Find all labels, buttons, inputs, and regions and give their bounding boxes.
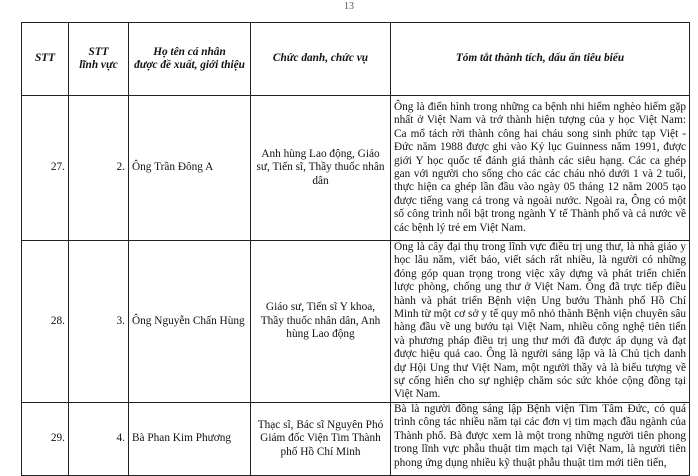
row-stt: 27. (22, 96, 69, 241)
row-stt-field: 3. (69, 241, 129, 403)
header-stt-field (69, 23, 129, 96)
row-stt-field: 2. (69, 96, 129, 241)
nominee-table (21, 22, 690, 476)
row-title: Anh hùng Lao động, Giáo sư, Tiến sĩ, Thầy thuốc nhân dân (251, 96, 391, 241)
table-row (22, 96, 690, 241)
header-name (129, 23, 251, 96)
table-row (22, 241, 690, 403)
row-title: Giáo sư, Tiến sĩ Y khoa, Thầy thuốc nhân dân, Anh hùng Lao động (251, 241, 391, 403)
header-name-line1: Họ tên cá nhân (153, 45, 226, 58)
row-stt-field: 4. (69, 402, 129, 475)
row-title: Thạc sĩ, Bác sĩ Nguyên Phó Giám đốc Viện Tim Thành phố Hồ Chí Minh (251, 402, 391, 475)
row-stt: 29. (22, 402, 69, 475)
row-summary: Ông là điển hình trong những ca bệnh nhi hiếm nghèo hiếm gặp nhất ở Việt Nam và trở thành hiện tượng của y học Việt Nam: Ca mổ tách rời thành công hai cháu song sinh phức tạp Việt - Đức năm 1988 được ghi vào Kỷ lục Guinness năm 1991, được giới Y học quốc tế đánh giá thành các siêu hạng. Các ca ghép gan với người cho sống cho các các cháu nhỏ dưới 1 và 2 tuổi, thực hiện ca ghép lần đầu vào ngày 05 tháng 12 năm 2005 tạo được tiếng vang cả trong và ngoài nước. Ngoài ra, Ông có một số công trình nổi bật trong ngành Y tế Thành phố và cả nước về các bệnh lý trẻ em Việt Nam. (391, 96, 690, 241)
header-title: Chức danh, chức vụ (251, 23, 391, 96)
header-name-line2: được đề xuất, giới thiệu (134, 59, 245, 71)
header-stt-field-line2: lĩnh vực (79, 59, 118, 71)
row-name: Ông Trần Đông A (129, 96, 251, 241)
table-row (22, 402, 690, 475)
row-summary: Ông là cây đại thụ trong lĩnh vực điều trị ung thư, là nhà giáo y học lâu năm, viết báo, viết sách rất nhiều, là người có những đóng góp quan trọng trong việc xây dựng và phát triển chiến lược phòng, chống ung thư ở Việt Nam. Ông đã trực tiếp điều hành và phát triển Bệnh viện Ung bướu Thành phố Hồ Chí Minh từ một cơ sở y tế quy mô nhỏ thành Bệnh viện chuyên sâu hàng đầu về ung bướu tại Việt Nam, nhiều công nghệ tiên tiến và phương pháp điều trị ung thư mới đã được áp dụng và đạt được hiệu quả cao. Ông là người sáng lập và là Chủ tịch danh dự Hội Ung thư Việt Nam, một người thầy và là biểu tượng về sự cống hiến cho sự nghiệp chăm sóc sức khỏe cộng đồng tại Việt Nam. (391, 241, 690, 403)
header-stt: STT (22, 23, 69, 96)
row-stt: 28. (22, 241, 69, 403)
row-name: Bà Phan Kim Phương (129, 402, 251, 475)
row-summary: Bà là người đồng sáng lập Bệnh viện Tim Tâm Đức, có quá trình công tác nhiều năm tại các đơn vị tim mạch đầu ngành của Thành phố. Bà được xem là một trong những người tiên phong trong lĩnh vực phẫu thuật tim mạch tại Việt Nam, là người tiên phong ứng dụng nhiều kỹ thuật phẫu thuật tim mới tiên tiến, (391, 402, 690, 475)
row-name: Ông Nguyễn Chấn Hùng (129, 241, 251, 403)
page-number: 13 (344, 1, 354, 12)
table-header-row (22, 23, 690, 96)
header-summary: Tóm tắt thành tích, dấu ấn tiêu biểu (391, 23, 690, 96)
header-stt-field-line1: STT (88, 45, 109, 58)
